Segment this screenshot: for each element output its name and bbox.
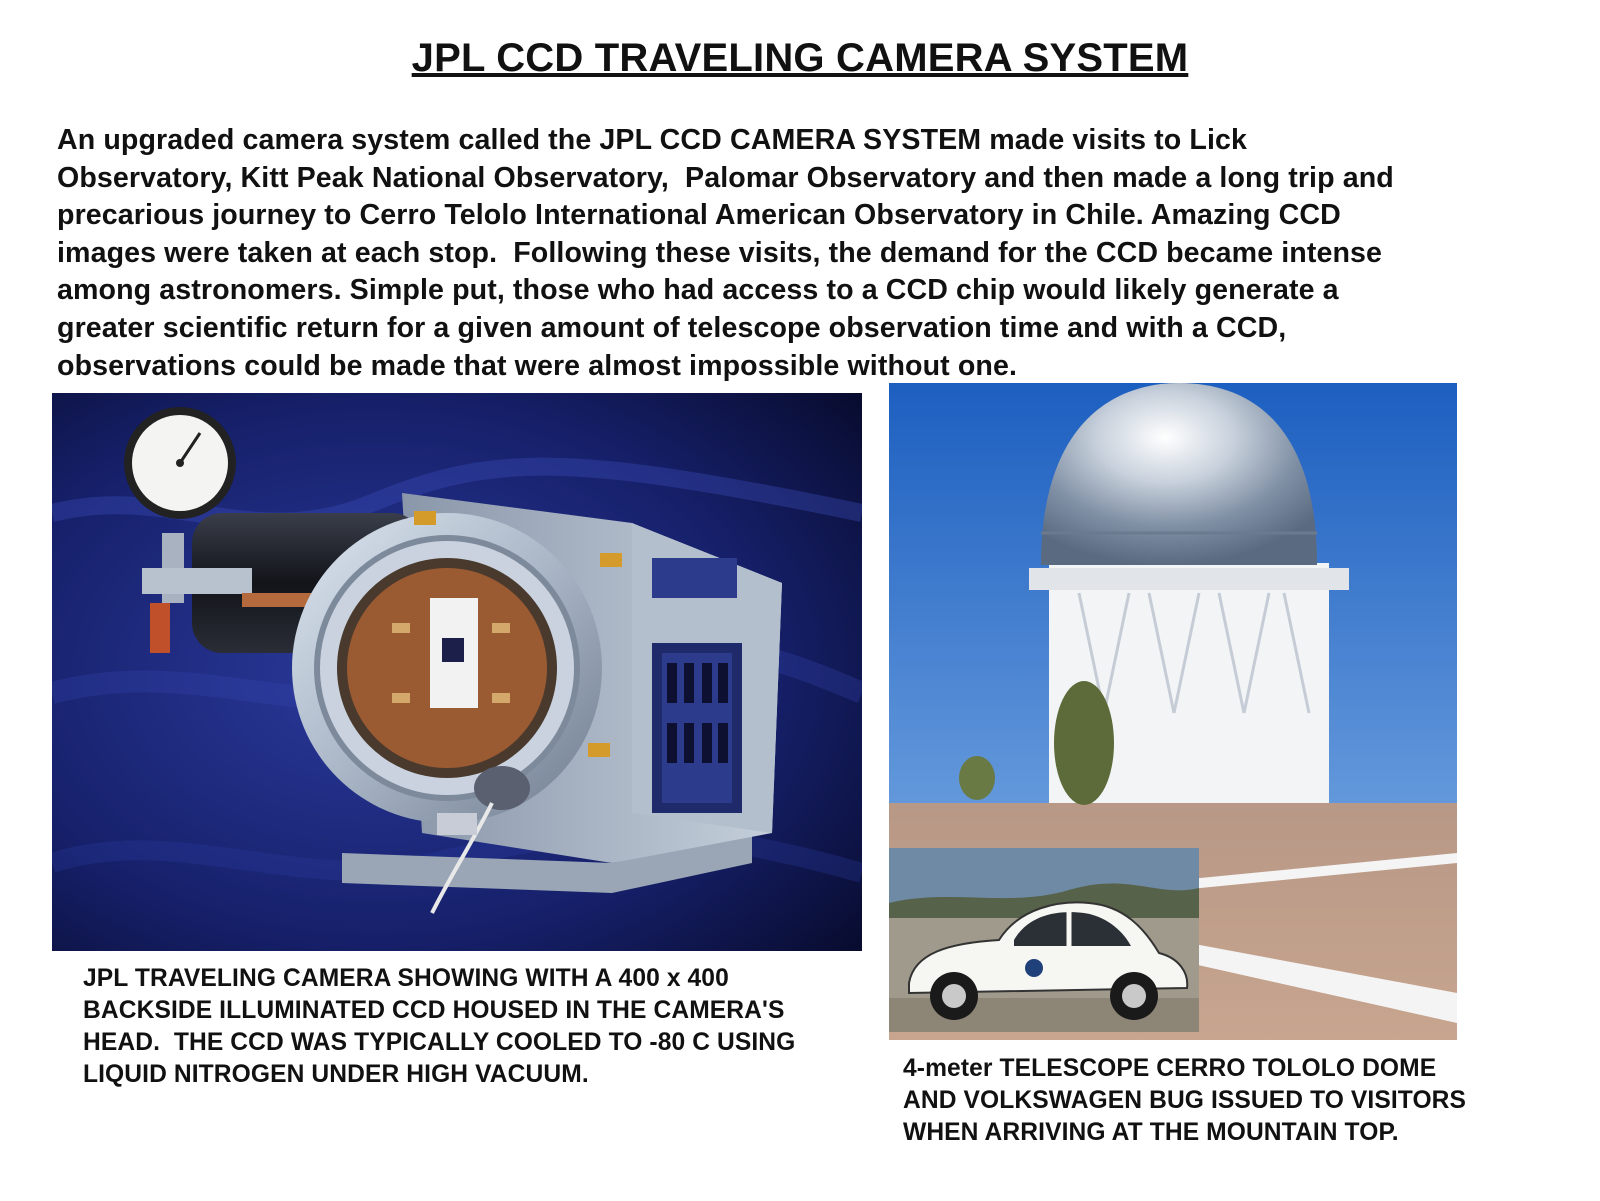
intro-line: precarious journey to Cerro Telolo International American Observatory in Chile. Amazing CCD (57, 199, 1341, 232)
camera-photo (52, 393, 862, 951)
intro-line: An upgraded camera system called the JPL CCD CAMERA SYSTEM made visits to Lick (57, 124, 1248, 156)
intro-line: greater scientific return for a given amount of telescope observation time and with a CCD, (57, 311, 1287, 344)
dome-caption (903, 1053, 1543, 1149)
page-title: JPL CCD TRAVELING CAMERA SYSTEM (411, 36, 1189, 80)
camera-caption (83, 963, 863, 1091)
intro-line: Observatory, Kitt Peak National Observatory, Palomar Observatory and then made a long trip and (57, 161, 1394, 194)
intro-line: among astronomers. Simple put, those who had access to a CCD chip would likely generate a (57, 274, 1339, 307)
intro-line: observations could be made that were almost impossible without one. (57, 349, 1017, 382)
camera-caption-line: HEAD. THE CCD WAS TYPICALLY COOLED TO -80 C USING (83, 1029, 796, 1056)
volkswagen-inset-photo (889, 848, 1199, 1032)
dome-caption-line: 4-meter TELESCOPE CERRO TOLOLO DOME (903, 1055, 1437, 1082)
dome-caption-line: AND VOLKSWAGEN BUG ISSUED TO VISITORS (903, 1087, 1467, 1114)
camera-caption-line: BACKSIDE ILLUMINATED CCD HOUSED IN THE CAMERA'S (83, 997, 785, 1024)
dome-caption-line: WHEN ARRIVING AT THE MOUNTAIN TOP. (903, 1119, 1399, 1146)
intro-line: images were taken at each stop. Following these visits, the demand for the CCD became intense (57, 236, 1383, 269)
camera-caption-line: LIQUID NITROGEN UNDER HIGH VACUUM. (83, 1061, 589, 1088)
intro-paragraph (57, 122, 1557, 385)
camera-caption-line: JPL TRAVELING CAMERA SHOWING WITH A 400 x 400 (83, 965, 729, 992)
